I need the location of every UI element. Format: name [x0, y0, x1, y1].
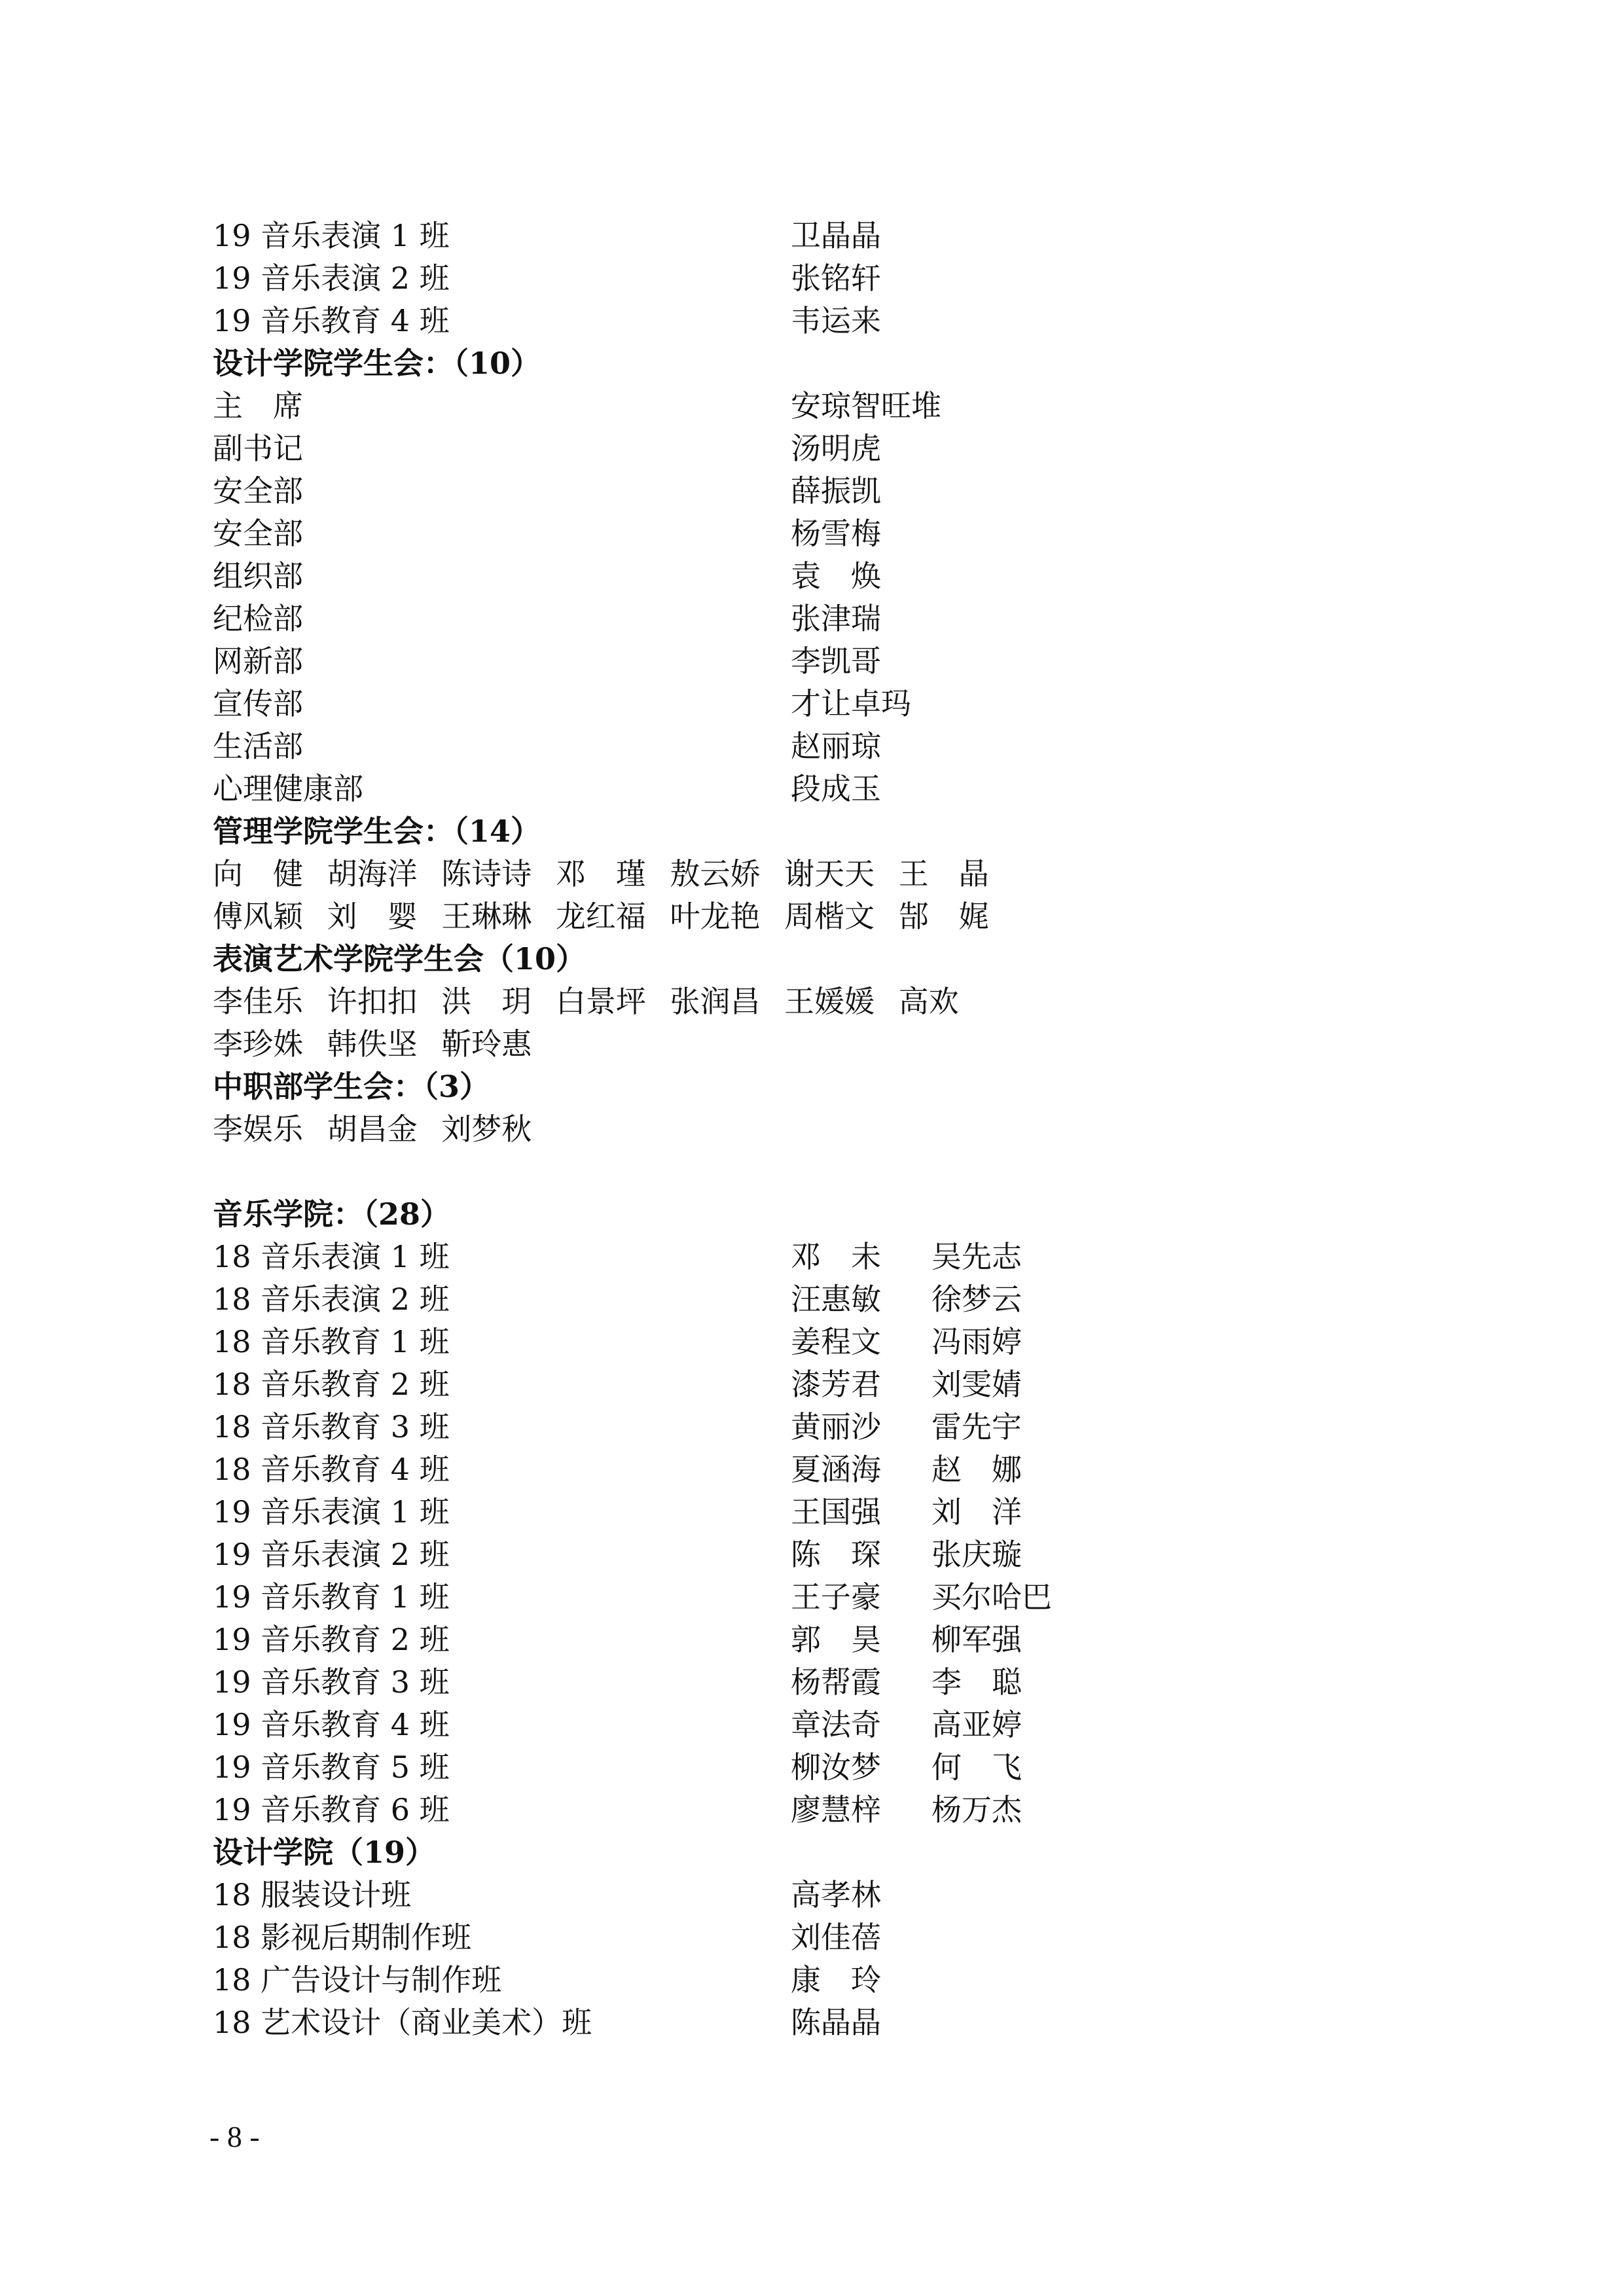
member-name: 张津瑞	[791, 601, 881, 636]
section-heading: 设计学院学生会：（10）	[213, 346, 541, 381]
class-name: 19 音乐教育 3 班	[213, 1664, 450, 1700]
student-name: 陈晶晶	[791, 2005, 881, 2040]
class-name: 19 音乐教育 5 班	[213, 1749, 450, 1785]
student-name: 柳军强	[931, 1622, 1022, 1657]
class-name: 19 音乐表演 2 班	[213, 260, 450, 296]
member-name: 张润昌	[670, 984, 761, 1019]
class-name: 18 音乐教育 1 班	[213, 1324, 450, 1359]
class-name: 19 音乐表演 1 班	[213, 1494, 450, 1530]
student-name: 黄丽沙	[791, 1409, 881, 1444]
student-name: 刘佳蓓	[791, 1920, 881, 1955]
student-name: 刘 洋	[931, 1494, 1022, 1530]
member-name: 李娱乐	[213, 1111, 303, 1147]
class-name: 19 音乐教育 2 班	[213, 1622, 450, 1657]
member-name: 洪 玥	[441, 984, 532, 1019]
class-name: 18 音乐教育 4 班	[213, 1452, 450, 1487]
class-name: 18 服装设计班	[213, 1877, 412, 1912]
member-name: 刘梦秋	[441, 1111, 532, 1147]
student-name: 王子豪	[791, 1579, 881, 1615]
student-name: 刘雯婧	[931, 1367, 1022, 1402]
member-name: 安琼智旺堆	[791, 388, 941, 423]
role-name: 网新部	[213, 643, 303, 679]
student-name: 邓 未	[791, 1239, 881, 1274]
member-name: 谢天天	[784, 856, 875, 891]
role-name: 生活部	[213, 728, 303, 764]
member-name: 周楷文	[784, 899, 875, 934]
member-name: 傅风颖	[213, 899, 303, 934]
student-name: 雷先宇	[931, 1409, 1022, 1444]
student-name: 柳汝梦	[791, 1749, 881, 1785]
student-name: 高孝林	[791, 1877, 881, 1912]
member-name: 刘 婴	[327, 899, 418, 934]
member-name: 高欢	[898, 984, 959, 1019]
page-number: - 8 -	[209, 2120, 260, 2153]
class-name: 19 音乐表演 2 班	[213, 1537, 450, 1572]
role-name: 副书记	[213, 431, 303, 466]
member-name: 白景坪	[555, 984, 646, 1019]
member-name: 许扣扣	[327, 984, 418, 1019]
class-name: 18 音乐表演 2 班	[213, 1282, 450, 1317]
student-name: 漆芳君	[791, 1367, 881, 1402]
class-name: 18 影视后期制作班	[213, 1920, 472, 1955]
class-name: 19 音乐教育 4 班	[213, 303, 450, 338]
member-name: 郜 娓	[898, 899, 989, 934]
member-name: 叶龙艳	[670, 899, 761, 934]
member-name: 汤明虎	[791, 431, 881, 466]
student-name: 杨万杰	[931, 1792, 1022, 1827]
member-name: 陈诗诗	[441, 856, 532, 891]
student-name: 张铭轩	[791, 260, 881, 296]
student-name: 高亚婷	[931, 1707, 1022, 1742]
class-name: 18 音乐表演 1 班	[213, 1239, 450, 1274]
student-name: 汪惠敏	[791, 1282, 881, 1317]
student-name: 廖慧梓	[791, 1792, 881, 1827]
class-name: 18 音乐教育 3 班	[213, 1409, 450, 1444]
student-name: 何 飞	[931, 1749, 1022, 1785]
member-name: 向 健	[213, 856, 303, 891]
member-name: 龙红福	[555, 899, 646, 934]
student-name: 杨帮霞	[791, 1664, 881, 1700]
section-heading: 管理学院学生会：（14）	[213, 814, 541, 849]
class-name: 19 音乐表演 1 班	[213, 218, 450, 253]
member-name: 杨雪梅	[791, 516, 881, 551]
section-heading: 设计学院（19）	[213, 1835, 436, 1870]
member-name: 李凯哥	[791, 643, 881, 679]
member-name: 王媛媛	[784, 984, 875, 1019]
member-name: 李珍姝	[213, 1026, 303, 1062]
student-name: 冯雨婷	[931, 1324, 1022, 1359]
member-name: 韩佚坚	[327, 1026, 418, 1062]
student-name: 赵 娜	[931, 1452, 1022, 1487]
role-name: 主 席	[213, 388, 303, 423]
student-name: 张庆璇	[931, 1537, 1022, 1572]
member-name: 段成玉	[791, 771, 881, 806]
student-name: 郭 昊	[791, 1622, 881, 1657]
class-name: 18 广告设计与制作班	[213, 1962, 502, 1998]
student-name: 徐梦云	[931, 1282, 1022, 1317]
student-name: 陈 琛	[791, 1537, 881, 1572]
role-name: 心理健康部	[213, 771, 363, 806]
student-name: 韦运来	[791, 303, 881, 338]
role-name: 组织部	[213, 558, 303, 594]
section-heading: 音乐学院：（28）	[213, 1196, 451, 1232]
member-name: 王琳琳	[441, 899, 532, 934]
student-name: 王国强	[791, 1494, 881, 1530]
student-name: 买尔哈巴	[931, 1579, 1052, 1615]
class-name: 18 音乐教育 2 班	[213, 1367, 450, 1402]
section-heading: 中职部学生会：（3）	[213, 1069, 490, 1104]
member-name: 胡海洋	[327, 856, 418, 891]
member-name: 袁 焕	[791, 558, 881, 594]
member-name: 王 晶	[898, 856, 989, 891]
student-name: 吴先志	[931, 1239, 1022, 1274]
role-name: 纪检部	[213, 601, 303, 636]
member-name: 赵丽琼	[791, 728, 881, 764]
class-name: 19 音乐教育 1 班	[213, 1579, 450, 1615]
member-name: 薛振凯	[791, 473, 881, 509]
member-name: 敖云娇	[670, 856, 761, 891]
member-name: 才让卓玛	[791, 686, 911, 721]
student-name: 李 聪	[931, 1664, 1022, 1700]
class-name: 19 音乐教育 6 班	[213, 1792, 450, 1827]
member-name: 靳玲惠	[441, 1026, 532, 1062]
role-name: 安全部	[213, 516, 303, 551]
student-name: 康 玲	[791, 1962, 881, 1998]
role-name: 安全部	[213, 473, 303, 509]
member-name: 邓 瑾	[555, 856, 646, 891]
student-name: 夏涵海	[791, 1452, 881, 1487]
class-name: 19 音乐教育 4 班	[213, 1707, 450, 1742]
class-name: 18 艺术设计（商业美术）班	[213, 2005, 592, 2040]
student-name: 卫晶晶	[791, 218, 881, 253]
role-name: 宣传部	[213, 686, 303, 721]
member-name: 胡昌金	[327, 1111, 418, 1147]
student-name: 姜程文	[791, 1324, 881, 1359]
section-heading: 表演艺术学院学生会（10）	[213, 941, 586, 977]
member-name: 李佳乐	[213, 984, 303, 1019]
student-name: 章法奇	[791, 1707, 881, 1742]
